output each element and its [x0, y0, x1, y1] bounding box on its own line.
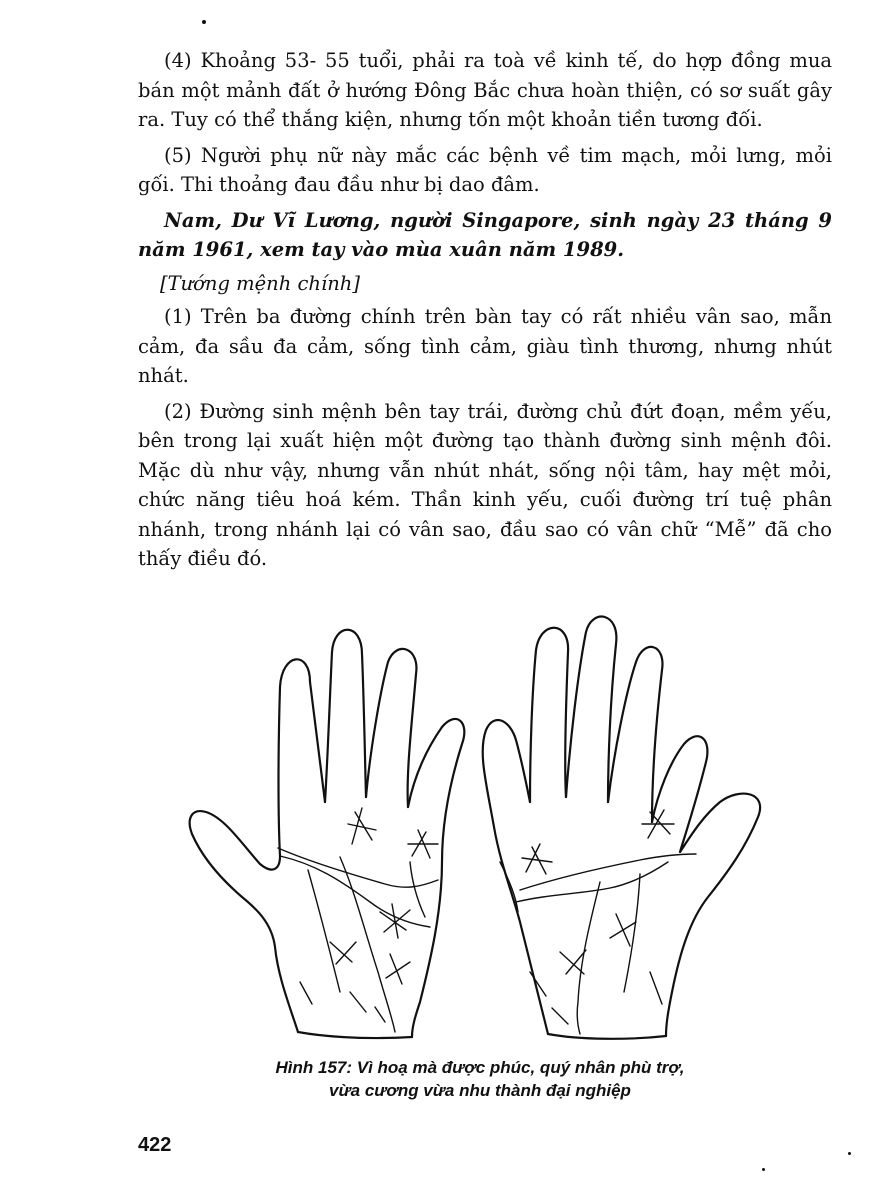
- section-subheading: [Tướng mệnh chính]: [160, 271, 360, 295]
- paragraph-q2: (2) Đường sinh mệnh bên tay trái, đường chủ đứt đoạn, mềm yếu, bên trong lại xuất hiện một đường tạo thành đường sinh mệnh đôi. Mặc dù như vậy, nhưng vẫn nhút nhát, sống nội tâm, hay mệt mỏi, chức năng tiêu hoá kém. Thần kinh yếu, cuối đường trí tuệ phân nhánh, trong nhánh lại có vân sao, đầu sao có vân chữ “Mễ” đã cho thấy điều đó.: [138, 399, 832, 570]
- left-hand: [190, 630, 465, 1038]
- case-heading: Nam, Dư Vĩ Lương, người Singapore, sinh ngày 23 tháng 9 năm 1961, xem tay vào mùa xuân năm 1989.: [138, 208, 832, 261]
- right-hand: [483, 617, 760, 1039]
- palm-illustration: [180, 612, 780, 1052]
- right-palm-lines: [500, 810, 696, 1034]
- paragraph-5: (5) Người phụ nữ này mắc các bệnh về tim mạch, mỏi lưng, mỏi gối. Thi thoảng đau đầu như bị dao đâm.: [138, 143, 832, 196]
- speck-mark: [202, 20, 206, 24]
- paragraph-q1: (1) Trên ba đường chính trên bàn tay có rất nhiều vân sao, mẫn cảm, đa sầu đa cảm, sống tình cảm, giàu tình thương, nhưng nhút nhát.: [138, 305, 832, 387]
- caption-line-2: vừa cương vừa nhu thành đại nghiệp: [329, 1081, 631, 1100]
- body-text: [138, 46, 832, 574]
- paragraph-4: (4) Khoảng 53- 55 tuổi, phải ra toà về kinh tế, do hợp đồng mua bán một mảnh đất ở hướng Đông Bắc chưa hoàn thiện, có sơ suất gây ra. Tuy có thể thắng kiện, nhưng tốn một khoản tiền tương đối.: [138, 49, 832, 131]
- figure-caption: [180, 1056, 780, 1102]
- page-number: 422: [138, 1134, 172, 1156]
- left-palm-lines: [278, 808, 438, 1032]
- caption-line-1: Hình 157: Vì hoạ mà được phúc, quý nhân phù trợ,: [275, 1058, 685, 1077]
- speck-mark: [762, 1168, 765, 1171]
- speck-mark: [848, 1152, 851, 1155]
